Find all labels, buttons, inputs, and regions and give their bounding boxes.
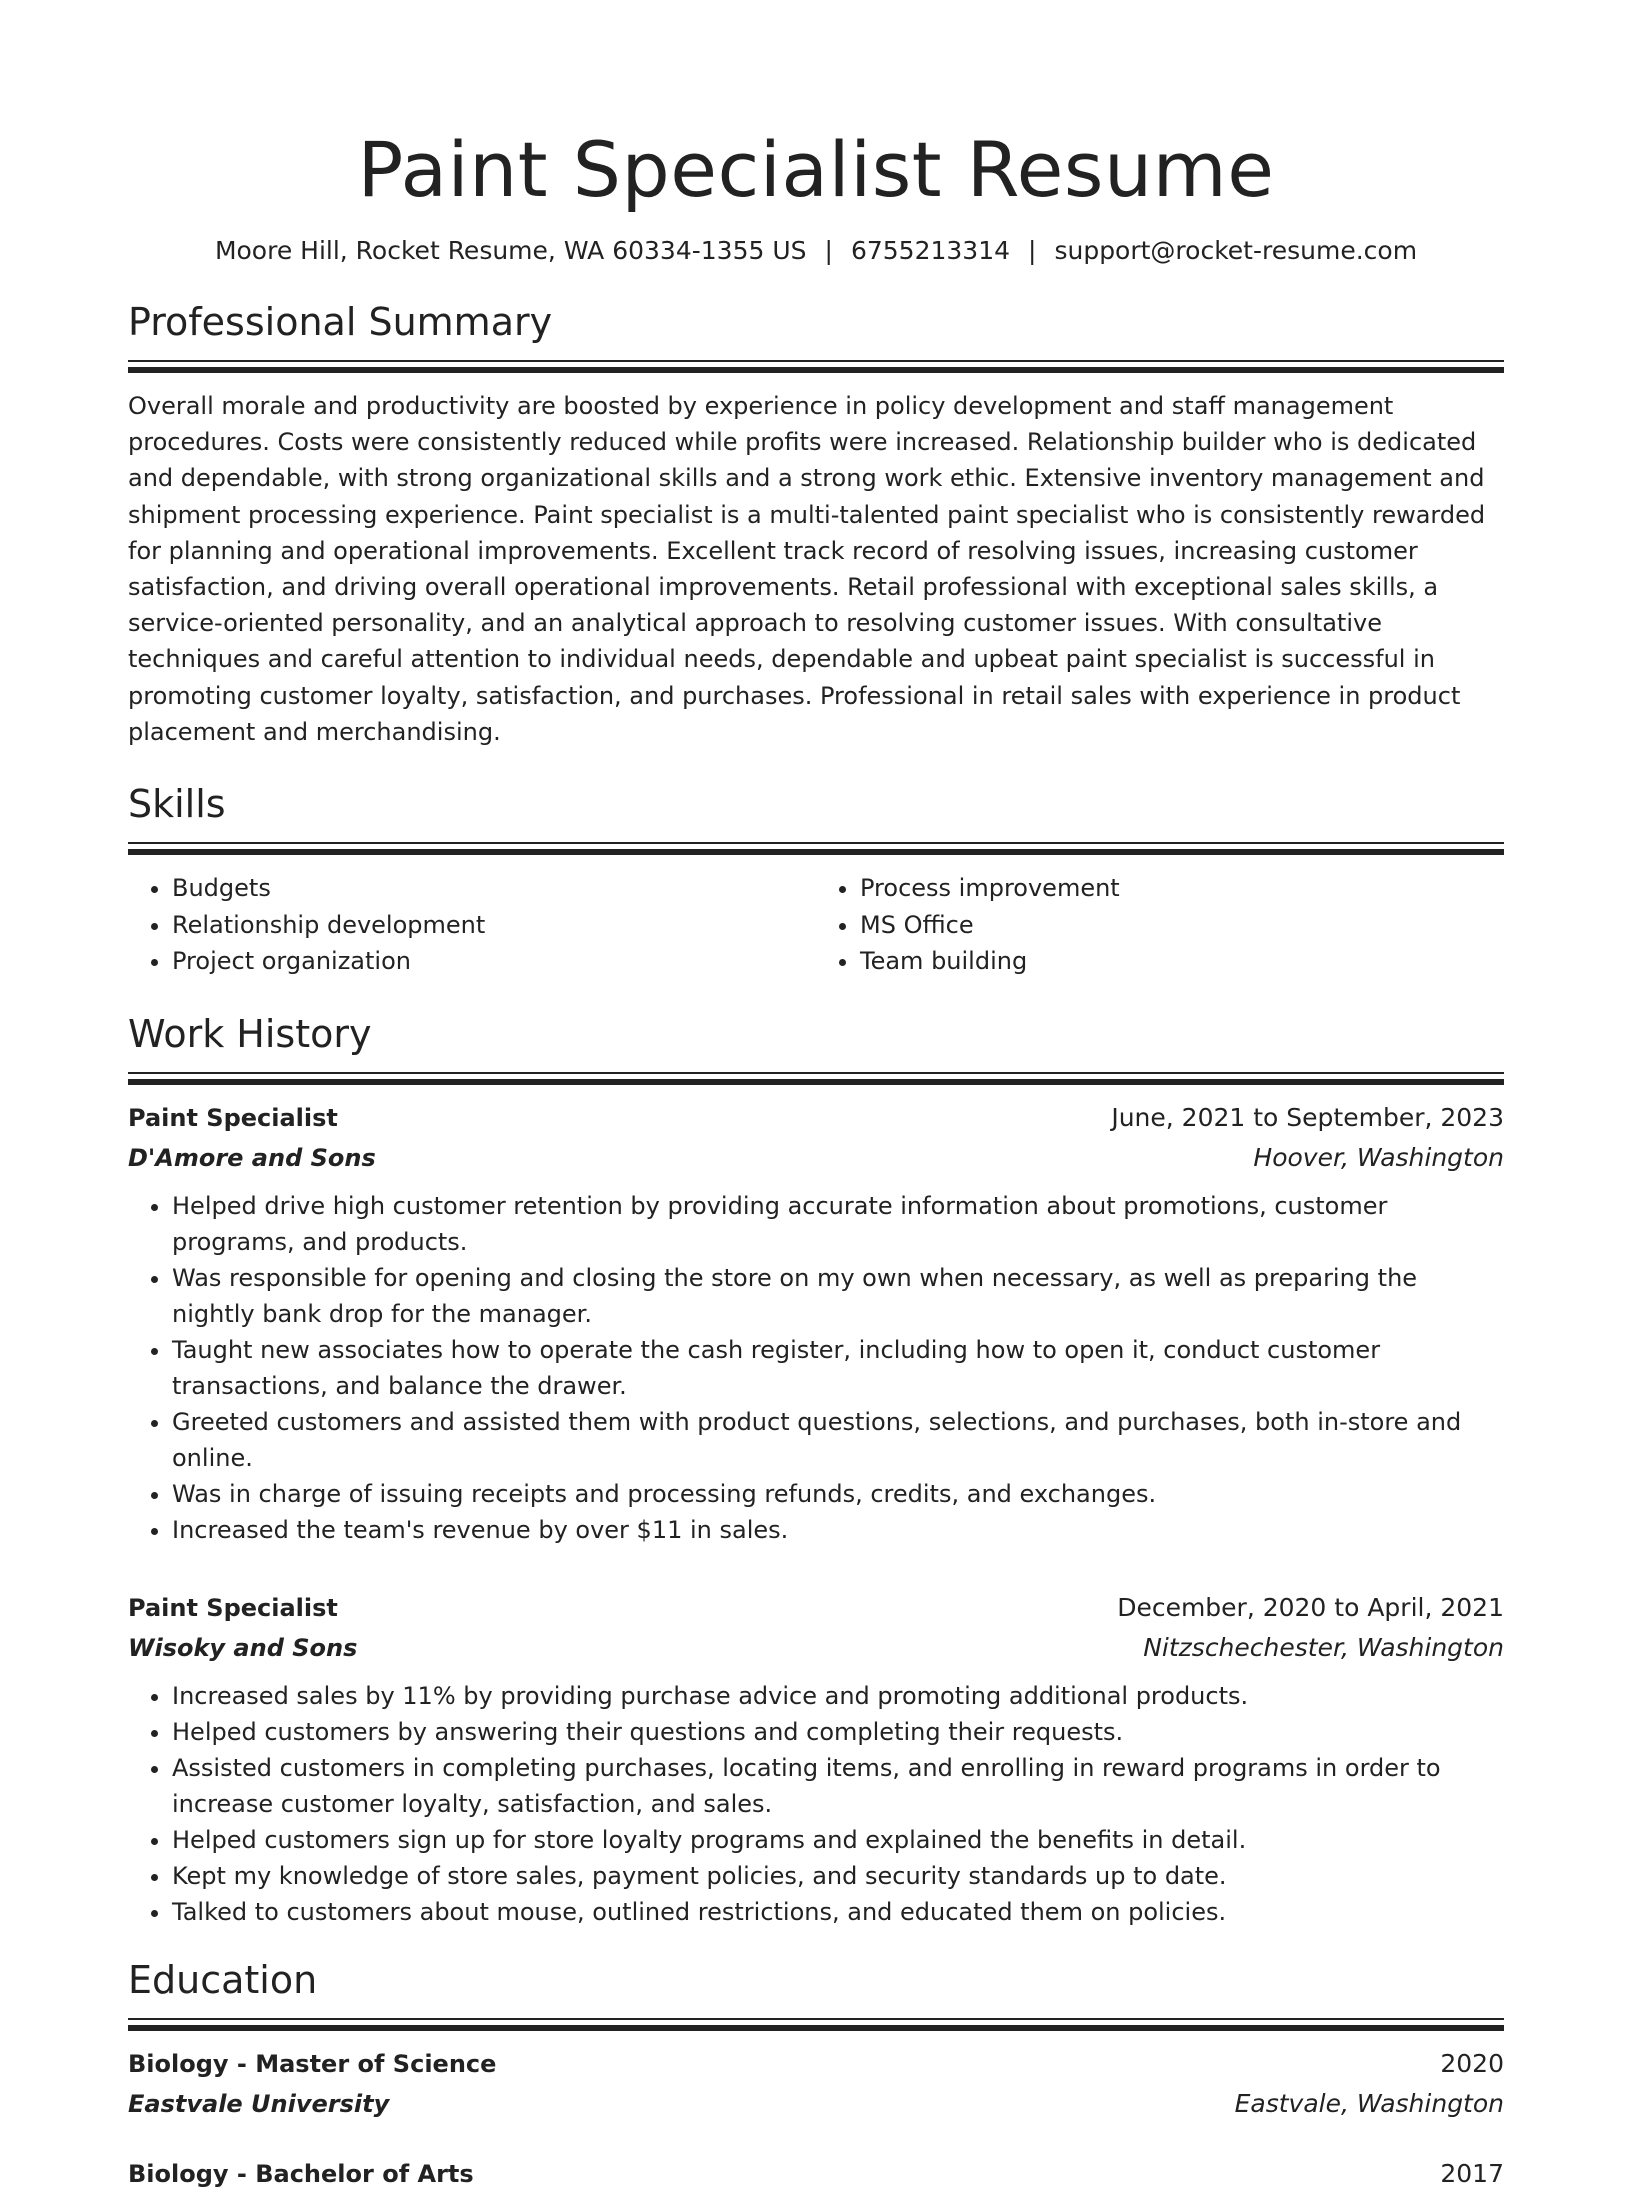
summary-text: Overall morale and productivity are boosted by experience in policy development and staff management procedures. Costs were consistently reduced while profits were increased. Relationship builder who is dedicated and dependable, with strong organizational skills and a strong work ethic. Extensive inventory management and shipment processing experience. Paint specialist is a multi-talented paint specialist who is consistently rewarded for planning and operational improvements. Excellent track record of resolving issues, increasing customer satisfaction, and driving overall operational improvements. Retail professional with exceptional sales skills, a service-oriented personality, and an analytical approach to resolving customer issues. With consultative techniques and careful attention to individual needs, dependable and upbeat paint specialist is successful in promoting customer loyalty, satisfaction, and purchases. Professional in retail sales with experience in product placement and merchandising. (128, 392, 1486, 746)
skill-item: • Project organization (172, 943, 816, 980)
job-bullet: • Taught new associates how to operate the cash register, including how to open it, conduct customer transactions, and balance the drawer. (172, 1332, 1504, 1404)
job-entry (128, 1098, 1504, 1548)
section-divider (128, 842, 1504, 854)
skills-right-column (816, 870, 1504, 980)
job-company-row (128, 1628, 1504, 1668)
job-title: Paint Specialist (128, 1593, 338, 1622)
education-location: Eastvale, Washington (1234, 2088, 1504, 2118)
education-entry (128, 2154, 1504, 2194)
resume-title: Paint Specialist Resume (357, 125, 1275, 214)
contact-separator: | (824, 236, 833, 265)
job-company: D'Amore and Sons (128, 1143, 376, 1172)
skill-item: • Budgets (172, 870, 816, 907)
skill-item: • Team building (860, 943, 1504, 980)
section-divider (128, 360, 1504, 372)
skills-columns (128, 868, 1504, 980)
education-year: 2017 (1440, 2158, 1504, 2188)
job-entry (128, 1588, 1504, 1930)
education-header-row (128, 2044, 1504, 2084)
job-bullet: • Was in charge of issuing receipts and processing refunds, credits, and exchanges. (172, 1476, 1504, 1512)
skill-item: • MS Office (860, 907, 1504, 944)
education-heading: Education (128, 1957, 318, 2002)
job-bullet: • Talked to customers about mouse, outlined restrictions, and educated them on policies. (172, 1894, 1504, 1930)
job-company: Wisoky and Sons (128, 1633, 358, 1662)
job-title: Paint Specialist (128, 1103, 338, 1132)
education-school-row (128, 2084, 1504, 2124)
job-bullet: • Increased sales by 11% by providing purchase advice and promoting additional products. (172, 1678, 1504, 1714)
work-history-section (128, 1010, 1504, 1930)
skills-left-column (128, 870, 816, 980)
job-bullets (128, 1188, 1504, 1548)
job-bullet: • Assisted customers in completing purchases, locating items, and enrolling in reward programs in order to increase customer loyalty, satisfaction, and sales. (172, 1750, 1504, 1822)
skill-item: • Relationship development (172, 907, 816, 944)
education-section (128, 1956, 1504, 2194)
education-entry (128, 2044, 1504, 2124)
section-divider (128, 2018, 1504, 2030)
resume-page (128, 0, 1504, 2188)
contact-separator: | (1028, 236, 1037, 265)
job-bullet: • Increased the team's revenue by over $11 in sales. (172, 1512, 1504, 1548)
job-bullet: • Was responsible for opening and closing the store on my own when necessary, as well as preparing the nightly bank drop for the manager. (172, 1260, 1504, 1332)
education-header-row (128, 2154, 1504, 2194)
job-location: Nitzschechester, Washington (1143, 1632, 1504, 1662)
summary-section (128, 298, 1504, 750)
contact-email[interactable]: support@rocket-resume.com (1054, 236, 1418, 265)
job-header-row (128, 1588, 1504, 1628)
job-dates: June, 2021 to September, 2023 (1111, 1102, 1504, 1132)
job-header-row (128, 1098, 1504, 1138)
job-dates: December, 2020 to April, 2021 (1117, 1592, 1504, 1622)
skills-heading: Skills (128, 782, 226, 827)
skills-section (128, 780, 1504, 980)
job-bullet: • Greeted customers and assisted them with product questions, selections, and purchases, both in-store and online. (172, 1404, 1504, 1476)
job-bullet: • Helped customers by answering their questions and completing their requests. (172, 1714, 1504, 1750)
job-bullet: • Helped customers sign up for store loyalty programs and explained the benefits in detail. (172, 1822, 1504, 1858)
summary-heading: Professional Summary (128, 300, 553, 344)
job-company-row (128, 1138, 1504, 1178)
education-degree: Biology - Bachelor of Arts (128, 2159, 474, 2188)
job-bullet: • Kept my knowledge of store sales, payment policies, and security standards up to date. (172, 1858, 1504, 1894)
work-history-heading: Work History (128, 1011, 372, 1056)
education-school: Eastvale University (128, 2089, 390, 2118)
section-divider (128, 1072, 1504, 1084)
contact-line (128, 234, 1504, 268)
contact-address: Moore Hill, Rocket Resume, WA 60334-1355 US (214, 236, 807, 265)
education-degree: Biology - Master of Science (128, 2049, 497, 2078)
contact-phone: 6755213314 (850, 236, 1011, 265)
job-bullet: • Helped drive high customer retention by providing accurate information about promotions, customer programs, and products. (172, 1188, 1504, 1260)
education-year: 2020 (1440, 2048, 1504, 2078)
job-location: Hoover, Washington (1253, 1142, 1504, 1172)
skill-item: • Process improvement (860, 870, 1504, 907)
job-bullets (128, 1678, 1504, 1930)
